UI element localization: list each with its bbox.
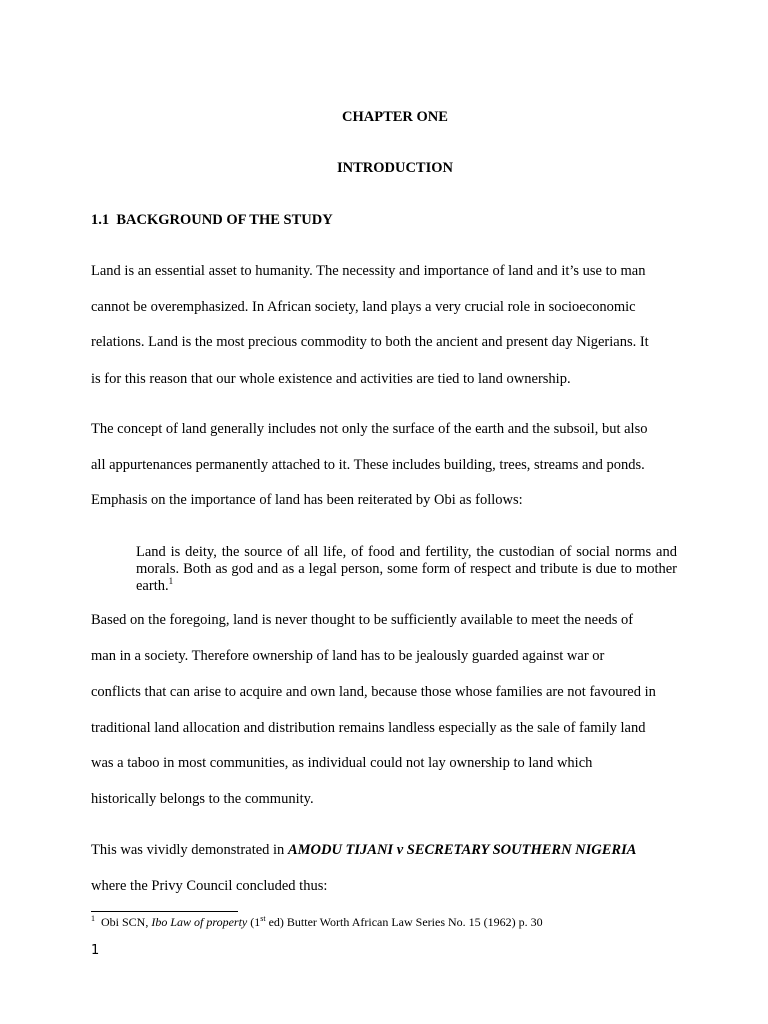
paragraph-line: conflicts that can arise to acquire and own land, because those whose families are not favoured in: [91, 684, 656, 700]
footnote-author: Obi SCN,: [101, 915, 152, 929]
chapter-title: INTRODUCTION: [336, 160, 453, 176]
paragraph-line: Land is an essential asset to humanity. The necessity and importance of land and it’s use to man: [91, 263, 646, 279]
paragraph-line: [91, 842, 636, 859]
paragraph-line: traditional land allocation and distribution remains landless especially as the sale of family land: [91, 720, 646, 736]
footnote-rest: ed) Butter Worth African Law Series No. 15 (1962) p. 30: [265, 915, 543, 929]
page-number: 1: [91, 943, 100, 958]
footnote-reference[interactable]: 1: [168, 576, 174, 586]
case-name: AMODU TIJANI v SECRETARY SOUTHERN NIGERIA: [287, 842, 637, 858]
paragraph-line: relations. Land is the most precious commodity to both the ancient and present day Nigerians. It: [91, 334, 649, 350]
footnote-separator: [91, 911, 238, 912]
chapter-label: CHAPTER ONE: [342, 109, 448, 125]
paragraph-line: Emphasis on the importance of land has been reiterated by Obi as follows:: [91, 492, 523, 508]
footnote-edition: (1: [247, 915, 261, 929]
paragraph-line: cannot be overemphasized. In African society, land plays a very crucial role in socioeconomic: [91, 299, 636, 315]
paragraph-line: The concept of land generally includes not only the surface of the earth and the subsoil, but also: [91, 421, 648, 437]
paragraph-lead-text: This was vividly demonstrated in: [91, 842, 288, 858]
paragraph-line: man in a society. Therefore ownership of land has to be jealously guarded against war or: [91, 648, 605, 664]
section-heading: 1.1 BACKGROUND OF THE STUDY: [91, 212, 333, 228]
paragraph-line: all appurtenances permanently attached to it. These includes building, trees, streams and ponds.: [91, 457, 645, 473]
paragraph-line: where the Privy Council concluded thus:: [91, 878, 328, 894]
footnote-edition-suffix: st: [260, 914, 266, 923]
paragraph-line: is for this reason that our whole existence and activities are tied to land ownership.: [91, 371, 571, 387]
footnote-marker: 1: [91, 914, 95, 923]
paragraph-line: Based on the foregoing, land is never thought to be sufficiently available to meet the needs of: [91, 612, 634, 628]
quote-text: Land is deity, the source of all life, of food and fertility, the custodian of social norms and morals. Both as god and as a legal person, some form of respect and tribute is due to mother earth.: [136, 544, 677, 594]
footnote: [91, 915, 543, 930]
footnote-book-title: Ibo Law of property: [151, 915, 248, 929]
paragraph-line: was a taboo in most communities, as individual could not lay ownership to land which: [91, 755, 593, 771]
block-quote: [136, 544, 677, 596]
paragraph-line: historically belongs to the community.: [91, 791, 314, 807]
